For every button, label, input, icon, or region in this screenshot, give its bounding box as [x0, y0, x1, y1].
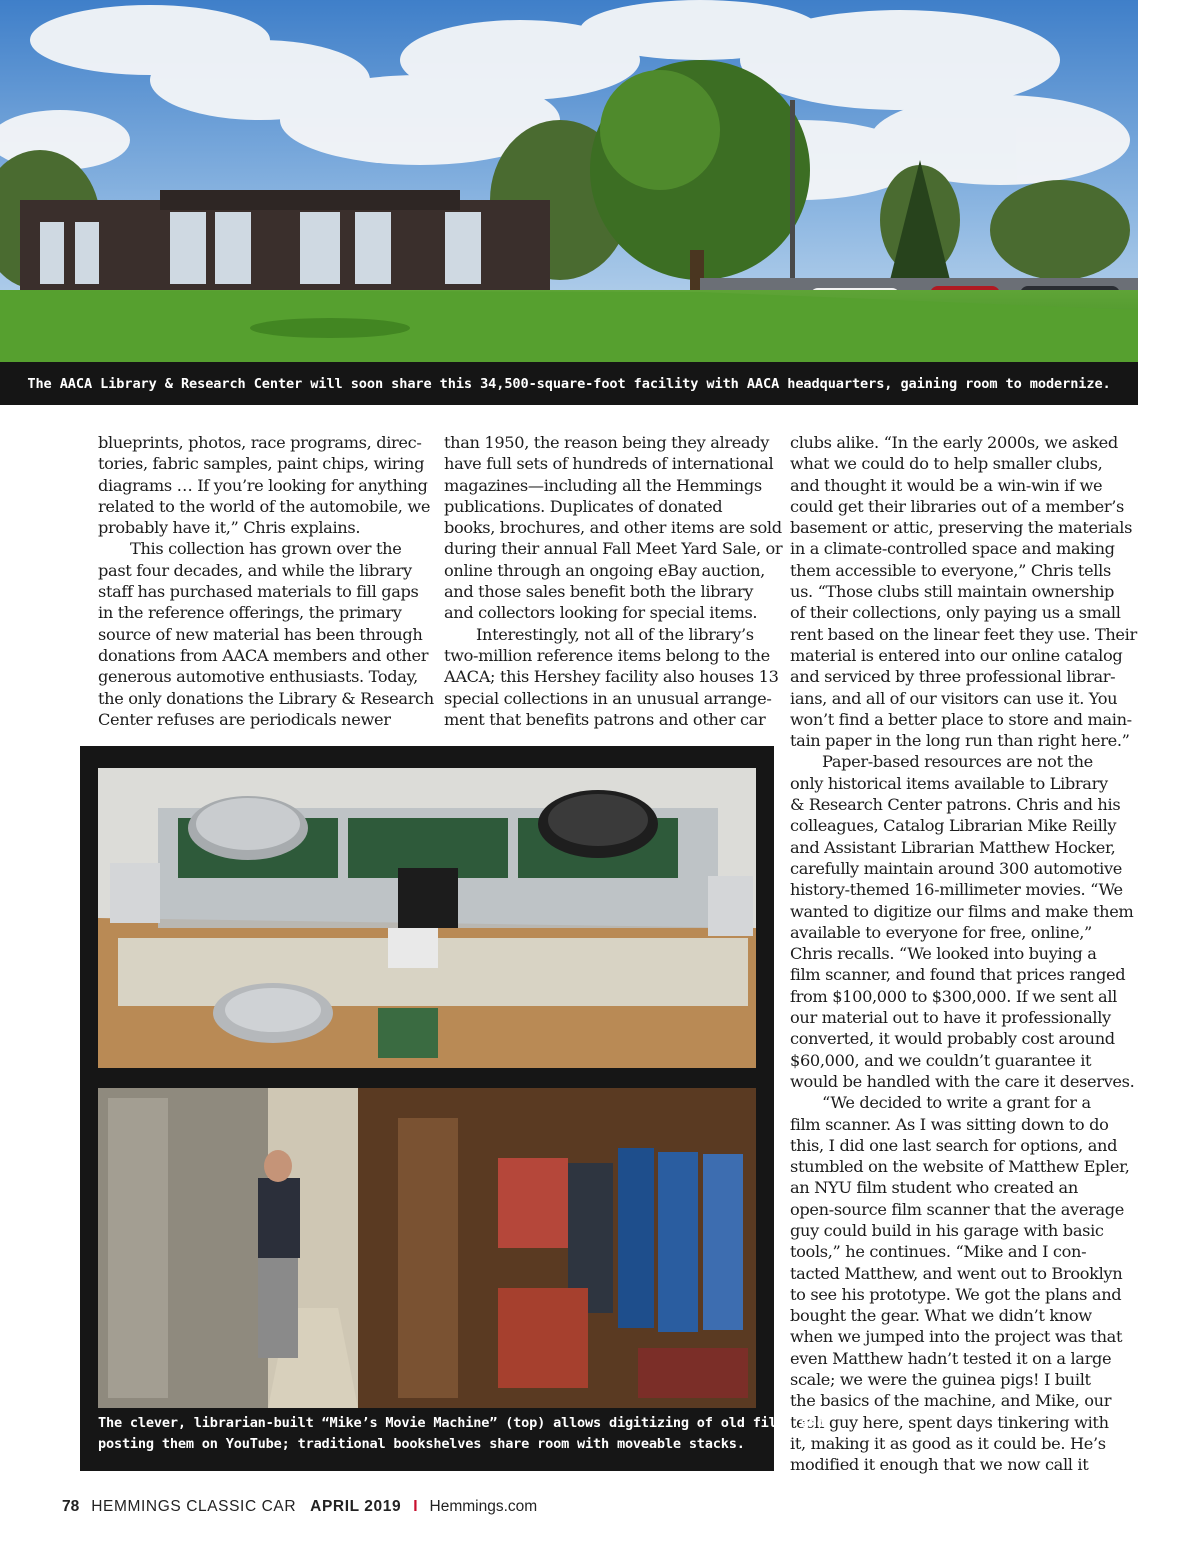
text-line: material is entered into our online catalog [790, 645, 1123, 665]
text-line: and thought it would be a win-win if we [790, 475, 1103, 495]
text-line: than 1950, the reason being they already [444, 433, 770, 452]
text-column-2 [444, 432, 783, 730]
text-line: it, making it as good as it could be. He’s [790, 1433, 1106, 1453]
text-column-1 [98, 432, 434, 730]
text-line: online through an ongoing eBay auction, [444, 560, 765, 580]
issue-date: APRIL 2019 [310, 1498, 402, 1515]
text-line: rent based on the linear feet they use. Their [790, 624, 1137, 644]
text-line: even Matthew hadn’t tested it on a large [790, 1348, 1112, 1368]
text-line: magazines—including all the Hemmings [444, 475, 762, 495]
photo-panel-caption [98, 1413, 825, 1455]
text-line: basement or attic, preserving the materials [790, 518, 1133, 538]
text-line: the only donations the Library & Research [98, 688, 434, 708]
text-line: modified it enough that we now call it [790, 1455, 1089, 1475]
text-line: converted, it would probably cost around [790, 1029, 1115, 1049]
paragraph [98, 538, 434, 730]
text-line: during their annual Fall Meet Yard Sale, or [444, 539, 783, 559]
text-line: wanted to digitize our films and make them [790, 901, 1134, 921]
text-line: available to everyone for free, online,” [790, 922, 1092, 942]
text-line: and collectors looking for special items. [444, 603, 758, 623]
text-line: what we could do to help smaller clubs, [790, 454, 1103, 474]
text-line: tacted Matthew, and went out to Brooklyn [790, 1263, 1123, 1283]
text-line: colleagues, Catalog Librarian Mike Reilly [790, 816, 1117, 836]
text-line: when we jumped into the project was that [790, 1327, 1123, 1347]
text-line: $60,000, and we couldn’t guarantee it [790, 1050, 1092, 1070]
text-line: related to the world of the automobile, we [98, 496, 431, 516]
text-line: diagrams … If you’re looking for anything [98, 475, 428, 495]
paragraph [790, 751, 1135, 1092]
text-line: ment that benefits patrons and other car [444, 709, 766, 729]
text-line: probably have it,” Chris explains. [98, 518, 361, 538]
text-line: open-source film scanner that the average [790, 1199, 1125, 1219]
text-line: the basics of the machine, and Mike, our [790, 1391, 1112, 1411]
text-line: of their collections, only paying us a small [790, 603, 1121, 623]
library-bookshelves-photo [98, 1088, 756, 1408]
paragraph [790, 1092, 1130, 1475]
text-line: donations from AACA members and other [98, 645, 429, 665]
text-line: two-million reference items belong to the [444, 645, 770, 665]
text-line: ians, and all of our visitors can use it. You [790, 688, 1118, 708]
text-line: carefully maintain around 300 automotive [790, 858, 1122, 878]
page-footer [62, 1498, 537, 1516]
facility-photo-image [0, 0, 1138, 362]
text-line: books, brochures, and other items are sold [444, 518, 782, 538]
photo-panel-caption-line-2: posting them on YouTube; traditional bookshelves share room with moveable stacks. [98, 1436, 745, 1452]
footer-separator: I [413, 1498, 418, 1515]
text-line: us. “Those clubs still maintain ownership [790, 582, 1115, 602]
text-line: them accessible to everyone,” Chris tells [790, 560, 1111, 580]
text-line: stumbled on the website of Matthew Epler, [790, 1157, 1130, 1177]
text-line: “We decided to write a grant for a [822, 1093, 1091, 1113]
photo-panel-caption-line-1: The clever, librarian-built “Mike’s Movie Machine” (top) allows digitizing of old films and [98, 1415, 825, 1431]
text-line: from $100,000 to $300,000. If we sent all [790, 986, 1118, 1006]
text-line: clubs alike. “In the early 2000s, we asked [790, 433, 1118, 452]
website-link[interactable]: Hemmings.com [429, 1498, 538, 1515]
text-line: blueprints, photos, race programs, direc- [98, 433, 422, 452]
text-line: Center refuses are periodicals newer [98, 709, 391, 729]
paragraph [790, 432, 1137, 751]
text-line: scale; we were the guinea pigs! I built [790, 1370, 1091, 1390]
text-line: AACA; this Hershey facility also houses 13 [444, 667, 779, 687]
text-line: won’t find a better place to store and main- [790, 709, 1132, 729]
text-line: tech guy here, spent days tinkering with [790, 1412, 1109, 1432]
paragraph [444, 624, 779, 730]
text-line: and serviced by three professional librar- [790, 667, 1116, 687]
text-line: in a climate-controlled space and making [790, 539, 1115, 559]
hero-caption-bar [0, 362, 1138, 405]
text-line: generous automotive enthusiasts. Today, [98, 667, 418, 687]
text-line: Interestingly, not all of the library’s [476, 624, 754, 644]
text-line: have full sets of hundreds of international [444, 454, 774, 474]
text-line: past four decades, and while the library [98, 560, 412, 580]
text-line: source of new material has been through [98, 624, 423, 644]
text-line: publications. Duplicates of donated [444, 496, 723, 516]
text-line: Chris recalls. “We looked into buying a [790, 944, 1097, 964]
page-number: 78 [62, 1498, 80, 1515]
text-line: only historical items available to Library [790, 773, 1108, 793]
text-line: film scanner. As I was sitting down to do [790, 1114, 1109, 1134]
text-line: film scanner, and found that prices ranged [790, 965, 1126, 985]
magazine-name: HEMMINGS CLASSIC CAR [91, 1498, 297, 1515]
text-line: tories, fabric samples, paint chips, wiring [98, 454, 425, 474]
text-line: history-themed 16-millimeter movies. “We [790, 880, 1123, 900]
text-line: This collection has grown over the [130, 539, 402, 559]
text-line: could get their libraries out of a member’s [790, 496, 1125, 516]
text-line: in the reference offerings, the primary [98, 603, 402, 623]
paragraph [444, 432, 783, 624]
text-line: an NYU film student who created an [790, 1178, 1078, 1198]
text-line: Paper-based resources are not the [822, 752, 1093, 772]
hero-photo-facility [0, 0, 1138, 405]
paragraph [98, 432, 431, 538]
text-line: our material out to have it professionally [790, 1008, 1111, 1028]
text-line: to see his prototype. We got the plans and [790, 1284, 1122, 1304]
movie-machine-photo [98, 768, 756, 1068]
text-line: special collections in an unusual arrange- [444, 688, 772, 708]
photo-panel [80, 746, 825, 1471]
text-line: staff has purchased materials to fill gaps [98, 582, 419, 602]
text-line: & Research Center patrons. Chris and his [790, 795, 1121, 815]
text-line: tools,” he continues. “Mike and I con- [790, 1242, 1087, 1262]
text-column-3 [790, 432, 1137, 1476]
text-line: and Assistant Librarian Matthew Hocker, [790, 837, 1116, 857]
text-line: would be handled with the care it deserves. [790, 1071, 1135, 1091]
text-line: and those sales benefit both the library [444, 582, 754, 602]
text-line: this, I did one last search for options, and [790, 1135, 1118, 1155]
hero-caption: The AACA Library & Research Center will soon share this 34,500-square-foot facility with AACA headquarters, gaining room to modernize. [27, 375, 1111, 392]
text-line: tain paper in the long run than right here.” [790, 731, 1130, 751]
text-line: bought the gear. What we didn’t know [790, 1306, 1092, 1326]
text-line: guy could build in his garage with basic [790, 1220, 1104, 1240]
